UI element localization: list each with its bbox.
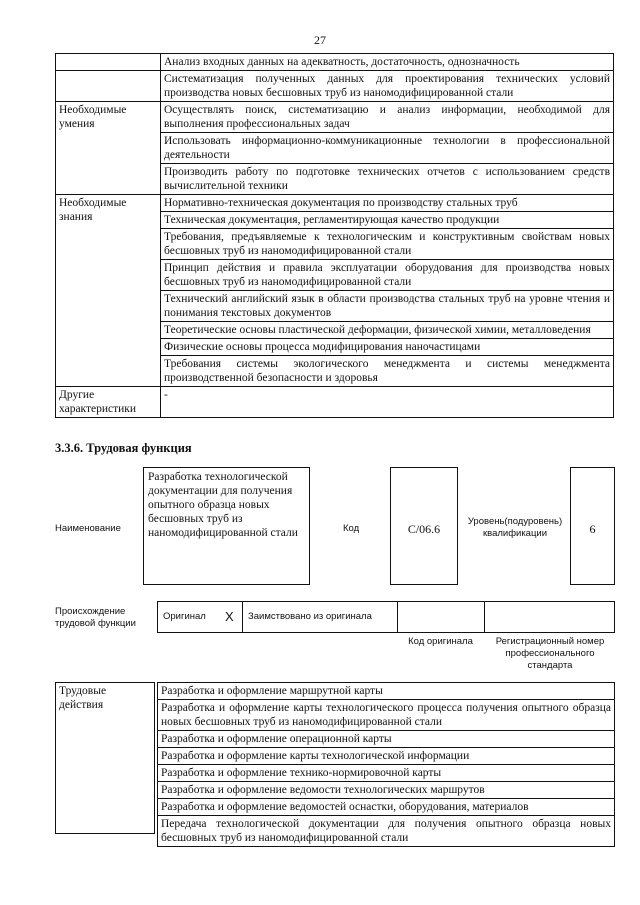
level-label: Уровень(подуровень) квалификации [467, 516, 563, 539]
table-cell: Принцип действия и правила эксплуатации оборудования для производства новых бесшовных труб из наномодифицированной стали [161, 260, 614, 291]
table-cell: Физические основы процесса модифицирования наночастицами [161, 339, 614, 356]
original-mark: X [225, 609, 234, 624]
table-cell: Нормативно-техническая документация по производству стальных труб [161, 195, 614, 212]
origin-label: Происхождение трудовой функции [55, 606, 136, 629]
table-cell: Технический английский язык в области производства стальных труб на уровне чтения и понимания текстовых документов [161, 291, 614, 322]
original-label: Оригинал [163, 611, 206, 622]
skills-label: Необходимые умения [56, 102, 161, 195]
name-label: Наименование [55, 523, 121, 534]
knowledge-label: Необходимые знания [56, 195, 161, 387]
borrowed-label: Заимствовано из оригинала [248, 611, 372, 622]
actions-table [157, 682, 615, 847]
skills-knowledge-table [55, 53, 614, 418]
table-cell: Разработка и оформление технико-нормировочной карты [158, 765, 615, 782]
code-original-caption: Код оригинала [408, 636, 473, 647]
origin-row [157, 601, 615, 633]
table-cell: Разработка и оформление ведомости технологических маршрутов [158, 782, 615, 799]
table-cell: Анализ входных данных на адекватность, достаточность, однозначность [161, 54, 614, 71]
divider [397, 602, 398, 632]
table-cell: Производить работу по подготовке технических отчетов с использованием средств вычислительной техники [161, 164, 614, 195]
table-cell: Требования системы экологического менеджмента и системы менеджмента производственной безопасности и здоровья [161, 356, 614, 387]
function-name-box: Разработка технологической документации для получения опытного образца новых бесшовных труб из наномодифицированной стали [143, 467, 310, 585]
page-number: 27 [314, 33, 326, 47]
level-box: 6 [570, 467, 615, 585]
actions-label: Трудовые действия [55, 682, 155, 834]
code-label: Код [343, 523, 360, 534]
table-cell: - [161, 387, 614, 418]
other-label: Другие характеристики [56, 387, 161, 418]
divider [484, 602, 485, 632]
table-cell: Требования, предъявляемые к технологическим и конструктивным свойствам новых бесшовных труб из наномодифицированной стали [161, 229, 614, 260]
table-cell: Разработка и оформление ведомостей оснастки, оборудования, материалов [158, 799, 615, 816]
table-cell: Разработка и оформление карты технологической информации [158, 748, 615, 765]
table-cell: Использовать информационно-коммуникационные технологии в профессиональной деятельности [161, 133, 614, 164]
table-cell: Техническая документация, регламентирующая качество продукции [161, 212, 614, 229]
table-cell: Разработка и оформление карты технологического процесса получения опытного образца новых бесшовных труб из наномодифицированной стали [158, 700, 615, 731]
table-cell: Осуществлять поиск, систематизацию и анализ информации, необходимой для выполнения профессиональных задач [161, 102, 614, 133]
table-cell: Теоретические основы пластической деформации, физической химии, металловедения [161, 322, 614, 339]
empty-label-cell [56, 71, 161, 102]
divider [242, 602, 243, 632]
table-cell: Систематизация полученных данных для проектирования технических условий производства новых бесшовных труб из наномодифицированной стали [161, 71, 614, 102]
table-cell: Разработка и оформление маршрутной карты [158, 683, 615, 700]
code-box: C/06.6 [390, 467, 458, 585]
table-cell: Разработка и оформление операционной карты [158, 731, 615, 748]
registration-caption: Регистрационный номер профессионального стандарта [495, 636, 605, 671]
section-title: 3.3.6. Трудовая функция [55, 441, 192, 455]
empty-label-cell [56, 54, 161, 71]
table-cell: Передача технологической документации для получения опытного образца новых бесшовных труб из наномодифицированной стали [158, 816, 615, 847]
